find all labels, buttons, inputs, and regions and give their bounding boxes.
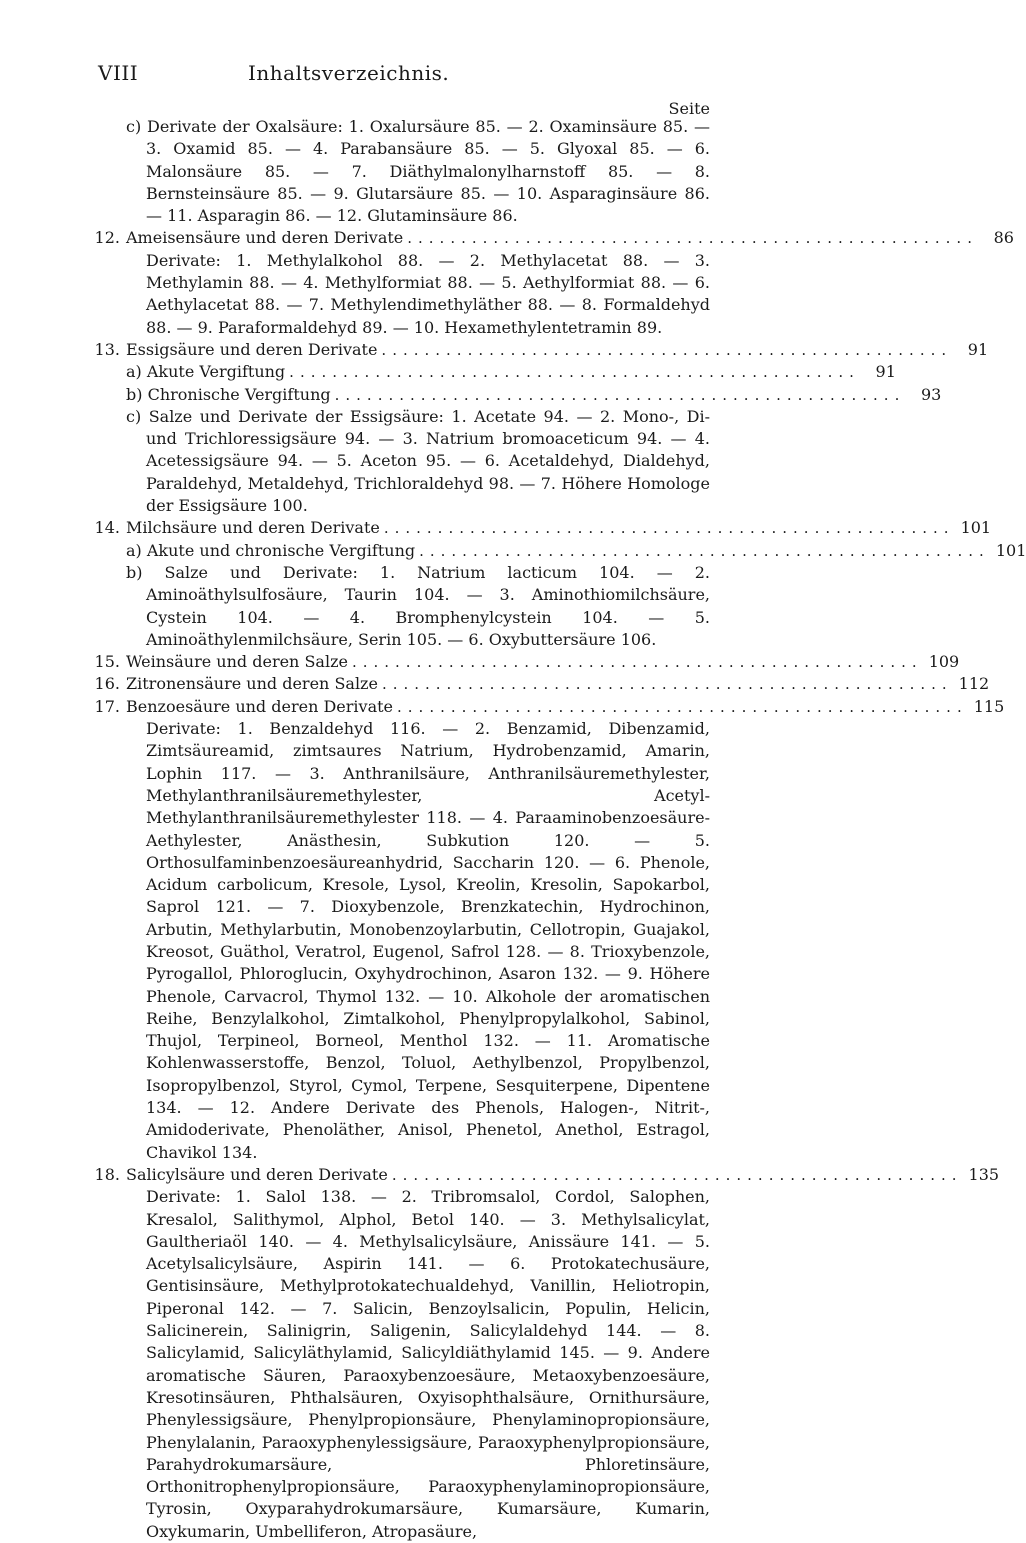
dot-leader: ..................................................... bbox=[381, 675, 953, 694]
toc-entry-14 bbox=[90, 517, 992, 539]
dot-leader: ..................................................... bbox=[334, 385, 906, 404]
toc-entry-title: Salicylsäure und deren Derivate bbox=[126, 1164, 388, 1184]
toc-entry-16 bbox=[90, 673, 990, 695]
toc-entry-title: b) Chronische Vergiftung bbox=[126, 384, 331, 404]
dot-leader: ..................................................... bbox=[289, 363, 860, 382]
toc-entry-number: 15. bbox=[94, 652, 120, 672]
toc-entry-11c bbox=[90, 116, 710, 227]
dot-leader: ..................................................... bbox=[391, 1165, 963, 1184]
page-number: VIII bbox=[98, 61, 139, 85]
toc-entry-text: c) Derivate der Oxalsäure: 1. Oxalursäure 85. — 2. Oxaminsäure 85. — 3. Oxamid 85. — 4. Parabansäure 85. — 5. Glyoxal 85. — 6. Malonsäure 85. — 7. Diäthylmalonylharnstoff 85. — 8. Bernsteinsäure 85. — 9. Glutarsäure 85. — 10. Asparaginsäure 86. — 11. Asparagin 86. — 12. Glutaminsäure 86. bbox=[126, 117, 710, 226]
dot-leader: ..................................................... bbox=[407, 229, 978, 248]
dot-leader: ..................................................... bbox=[397, 697, 968, 716]
toc-entry-page: 135 bbox=[968, 1164, 1000, 1184]
toc-entry-13b bbox=[90, 384, 942, 406]
toc-entry-15 bbox=[90, 651, 960, 673]
toc-entry-page: 115 bbox=[973, 696, 1005, 716]
toc-entry-page: 101 bbox=[960, 518, 992, 538]
toc-entry-18-derivates bbox=[90, 1186, 710, 1543]
dot-leader: ..................................................... bbox=[383, 519, 955, 538]
toc-entry-page: 112 bbox=[958, 674, 990, 694]
running-head bbox=[98, 58, 718, 88]
toc-entry-title: a) Akute Vergiftung bbox=[126, 362, 286, 382]
toc-entry-title: Zitronensäure und deren Salze bbox=[126, 674, 378, 694]
toc-entry-title: Benzoesäure und deren Derivate bbox=[126, 696, 394, 716]
table-of-contents bbox=[90, 116, 1026, 1543]
toc-entry-text: c) Salze und Derivate der Essigsäure: 1. Acetate 94. — 2. Mono-, Di- und Trichloressigsäure 94. — 3. Natrium bromoaceticum 94. — 4. Acetessigsäure 94. — 5. Aceton 95. — 6. Acetaldehyd, Dialdehyd, Paraldehyd, Metaldehyd, Trichloraldehyd 98. — 7. Höhere Homologe der Essigsäure 100. bbox=[126, 406, 710, 516]
toc-entry-text: Derivate: 1. Benzaldehyd 116. — 2. Benzamid, Dibenzamid, Zimtsäureamid, zimtsaures Natrium, Hydrobenzamid, Amarin, Lophin 117. — 3. Anthranilsäure, Anthranilsäuremethylester, Methylanthranilsäuremethylester, Acetyl-Methylanthranilsäuremethylester 118. — 4. Paraaminobenzoesäure-Aethylester, Anästhesin, Subkution 120. — 5. Orthosulfaminbenzoesäureanhydrid, Saccharin 120. — 6. Phenole, Acidum carbolicum, Kresole, Lysol, Kreolin, Kresolin, Sapokarbol, Saprol 121. — 7. Dioxybenzole, Brenzkatechin, Hydrochinon, Arbutin, Methylarbutin, Monobenzoylarbutin, Cellotropin, Guajakol, Kreosot, Guäthol, Veratrol, Eugenol, Safrol 128. — 8. Trioxybenzole, Pyrogallol, Phloroglucin, Oxyhydrochinon, Asaron 132. — 9. Höhere Phenole, Carvacrol, Thymol 132. — 10. Alkohole der aromatischen Reihe, Benzylalkohol, Zimtalkohol, Phenylpropylalkohol, Sabinol, Thujol, Terpineol, Borneol, Menthol 132. — 11. Aromatische Kohlenwasserstoffe, Benzol, Toluol, Aethylbenzol, Propylbenzol, Isopropylbenzol, Styrol, Cymol, Terpene, Sesquiterpene, Dipentene 134. — 12. Andere Derivate des Phenols, Halogen-, Nitrit-, Amidoderivate, Phenoläther, Anisol, Phenetol, Anethol, Estragol, Chavikol 134. bbox=[146, 719, 710, 1162]
toc-entry-title: a) Akute und chronische Vergiftung bbox=[126, 540, 416, 560]
toc-entry-number: 17. bbox=[94, 696, 120, 716]
toc-entry-13a bbox=[90, 361, 896, 383]
toc-entry-number: 12. bbox=[94, 228, 120, 248]
seite-label: Seite bbox=[668, 99, 710, 118]
toc-entry-17 bbox=[90, 696, 1005, 718]
toc-entry-14a bbox=[90, 540, 1026, 562]
toc-entry-12 bbox=[90, 227, 1014, 249]
toc-entry-page: 101 bbox=[995, 540, 1026, 560]
toc-entry-12-derivates bbox=[90, 250, 710, 339]
toc-entry-17-derivates bbox=[90, 718, 710, 1164]
toc-entry-text: Derivate: 1. Methylalkohol 88. — 2. Methylacetat 88. — 3. Methylamin 88. — 4. Methylformiat 88. — 5. Aethylformiat 88. — 6. Aethylacetat 88. — 7. Methylendimethyläther 88. — 8. Formaldehyd 88. — 9. Paraformaldehyd 89. — 10. Hexamethylentetramin 89. bbox=[146, 250, 710, 337]
toc-entry-number: 14. bbox=[94, 518, 120, 538]
toc-entry-title: Essigsäure und deren Derivate bbox=[126, 339, 378, 359]
toc-entry-13c bbox=[90, 406, 710, 517]
toc-entry-18 bbox=[90, 1164, 1000, 1186]
toc-entry-page: 91 bbox=[967, 339, 989, 359]
toc-entry-page: 86 bbox=[993, 228, 1014, 248]
dot-leader: ..................................................... bbox=[381, 340, 953, 359]
toc-entry-text: b) Salze und Derivate: 1. Natrium lacticum 104. — 2. Aminoäthylsulfosäure, Taurin 104. — 3. Aminothiomilchsäure, Cystein 104. — 4. Bromphenylcystein 104. — 5. Aminoäthylenmilchsäure, Serin 105. — 6. Oxybuttersäure 106. bbox=[126, 562, 710, 649]
toc-entry-number: 18. bbox=[94, 1164, 120, 1184]
toc-entry-number: 13. bbox=[94, 339, 120, 359]
toc-entry-page: 91 bbox=[875, 362, 896, 382]
toc-entry-page: 109 bbox=[928, 652, 960, 672]
dot-leader: ..................................................... bbox=[419, 541, 990, 560]
toc-entry-title: Weinsäure und deren Salze bbox=[126, 652, 348, 672]
dot-leader: ..................................................... bbox=[351, 653, 923, 672]
toc-entry-text: Derivate: 1. Salol 138. — 2. Tribromsalol, Cordol, Salophen, Kresalol, Salithymol, Alphol, Betol 140. — 3. Methylsalicylat, Gaultheriaöl 140. — 4. Methylsalicylsäure, Anissäure 141. — 5. Acetylsalicylsäure, Aspirin 141. — 6. Protokatechusäure, Gentisinsäure, Methylprotokatechualdehyd, Vanillin, Heliotropin, Piperonal 142. — 7. Salicin, Benzoylsalicin, Populin, Helicin, Salicinerein, Salinigrin, Saligenin, Salicylaldehyd 144. — 8. Salicylamid, Salicyläthylamid, Salicyldiäthylamid 145. — 9. Andere aromatische Säuren, Paraoxybenzoesäure, Metaoxybenzoesäure, Kresotinsäuren, Phthalsäuren, Oxyisophthalsäure, Ornithursäure, Phenylessigsäure, Phenylpropionsäure, Phenylaminopropionsäure, Phenylalanin, Paraoxyphenylessigsäure, Paraoxyphenylpropionsäure, Parahydrokumarsäure, Phloretinsäure, Orthonitrophenylpropionsäure, Paraoxyphenylaminopropionsäure, Tyrosin, Oxyparahydrokumarsäure, Kumarsäure, Kumarin, Oxykumarin, Umbelliferon, Atropasäure, bbox=[146, 1187, 710, 1541]
toc-entry-number: 16. bbox=[94, 674, 120, 694]
toc-entry-14b bbox=[90, 562, 710, 651]
toc-entry-title: Ameisensäure und deren Derivate bbox=[126, 228, 404, 248]
page-title: Inhaltsverzeichnis. bbox=[248, 61, 450, 85]
toc-entry-title: Milchsäure und deren Derivate bbox=[126, 518, 380, 538]
toc-entry-13 bbox=[90, 339, 989, 361]
toc-entry-page: 93 bbox=[920, 384, 942, 404]
